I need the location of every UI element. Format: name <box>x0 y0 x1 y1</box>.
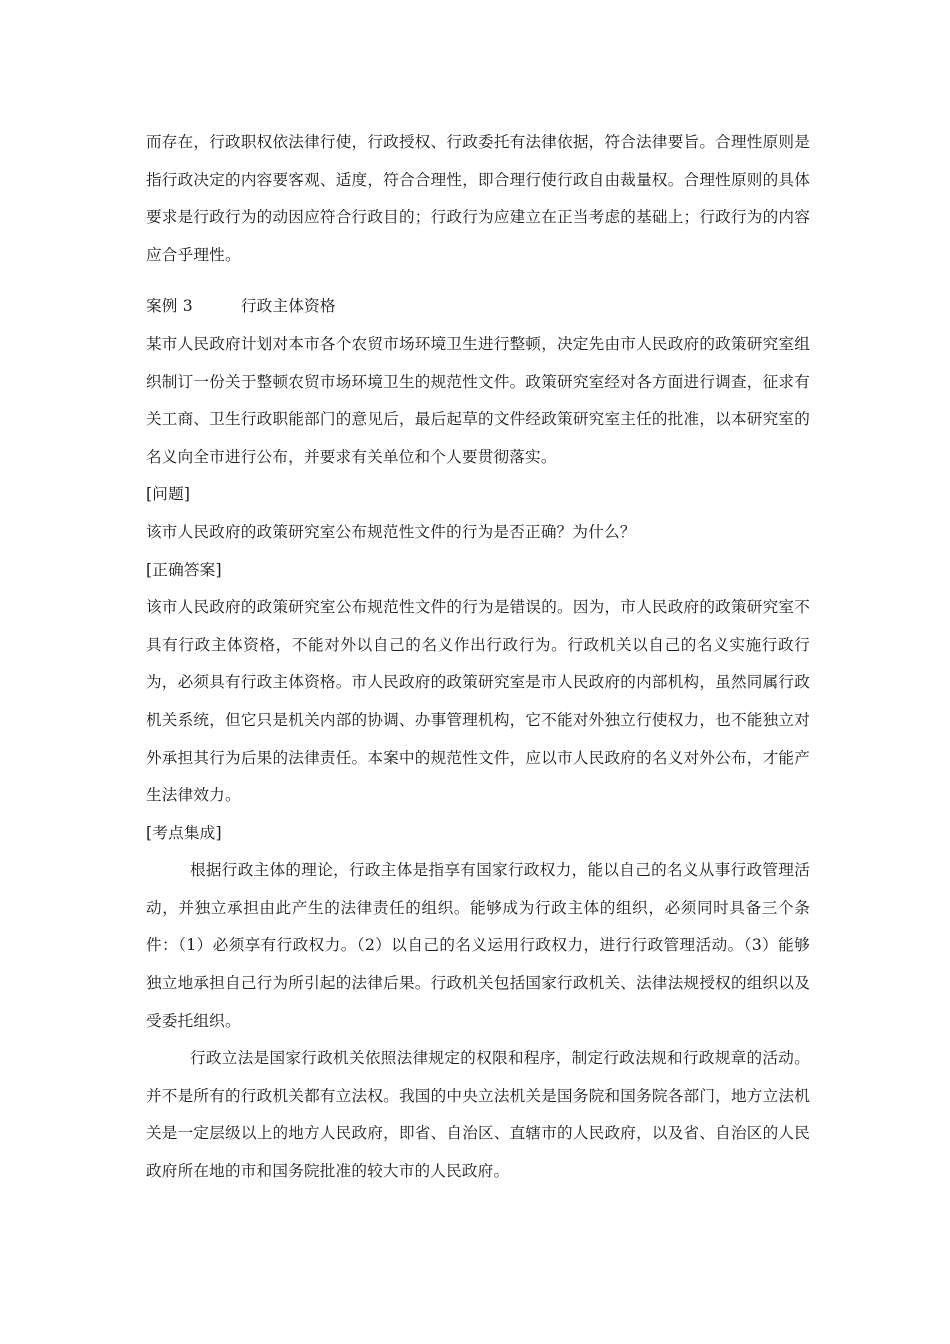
points-heading: [考点集成] <box>146 823 222 842</box>
case-title: 行政主体资格 <box>240 297 336 316</box>
intro-paragraph: 而存在，行政职权依法律行使，行政授权、行政委托有法律依据，符合法律要旨。合理性原则是指行政决定的内容要客观、适度，符合合理性，即合理行使行政自由裁量权。合理性原则的具体要求是行政行为的动因应符合行政目的；行政行为应建立在正当考虑的基础上；行政行为的内容应合乎理性。 <box>146 133 810 264</box>
question-heading: [问题] <box>146 485 191 504</box>
answer-heading: [正确答案] <box>146 560 222 579</box>
case-body-paragraph: 某市人民政府计划对本市各个农贸市场环境卫生进行整顿，决定先由市人民政府的政策研究室组织制订一份关于整顿农贸市场环境卫生的规范性文件。政策研究室经对各方面进行调查，征求有关工商、卫生行政职能部门的意见后，最后起草的文件经政策研究室主任的批准，以本研究室的名义向全市进行公布，并要求有关单位和个人要贯彻落实。 <box>146 334 810 466</box>
case-heading <box>146 288 810 326</box>
question-text: 该市人民政府的政策研究室公布规范性文件的行为是否正确？为什么？ <box>146 522 636 541</box>
points-paragraph-2: 行政立法是国家行政机关依照法律规定的权限和程序，制定行政法规和行政规章的活动。并不是所有的行政机关都有立法权。我国的中央立法机关是国务院和国务院各部门，地方立法机关是一定层级以上的地方人民政府，即省、自治区、直辖市的人民政府，以及省、自治区的人民政府所在地的市和国务院批准的较大市的人民政府。 <box>146 1049 810 1181</box>
answer-paragraph: 该市人民政府的政策研究室公布规范性文件的行为是错误的。因为，市人民政府的政策研究室不具有行政主体资格，不能对外以自己的名义作出行政行为。行政机关以自己的名义实施行政行为，必须具有行政主体资格。市人民政府的政策研究室是市人民政府的内部机构，虽然同属行政机关系统，但它只是机关内部的协调、办事管理机构，它不能对外独立行使权力，也不能独立对外承担其行为后果的法律责任。本案中的规范性文件，应以市人民政府的名义对外公布，才能产生法律效力。 <box>146 598 810 805</box>
points-paragraph-1: 根据行政主体的理论，行政主体是指享有国家行政权力，能以自己的名义从事行政管理活动，并独立承担由此产生的法律责任的组织。能够成为行政主体的组织，必须同时具备三个条件：（1）必须享有行政权力。（2）以自己的名义运用行政权力，进行行政管理活动。（3）能够独立地承担自己行为所引起的法律后果。行政机关包括国家行政机关、法律法规授权的组织以及受委托组织。 <box>146 861 810 1030</box>
document-page <box>146 124 810 1191</box>
case-label: 案例 3 <box>146 297 193 316</box>
